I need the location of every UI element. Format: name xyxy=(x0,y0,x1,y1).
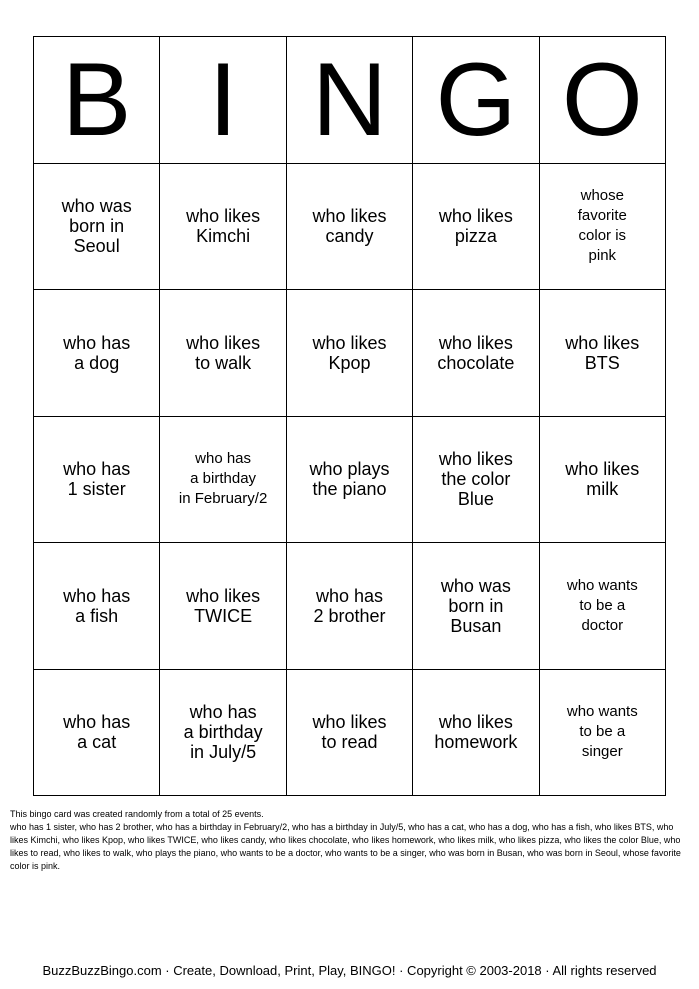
bingo-cell xyxy=(540,670,666,797)
header-letter-o xyxy=(540,37,666,164)
cell-text: who likes TWICE xyxy=(186,585,261,626)
bingo-cell xyxy=(287,164,413,291)
cell-text: who likes to read xyxy=(312,712,387,753)
info-events-list: who has 1 sister, who has 2 brother, who has a birthday in February/2, who has a birthday in July/5, who has a cat, who has a dog, who has a fish, who likes BTS, who likes Kimchi, who likes Kpop, who likes TWICE, who likes candy, who likes chocolate, who likes homework, who likes milk, who likes pizza, who likes the color Blue, who likes to read, who likes to walk, who plays the piano, who wants to be a doctor, who wants to be a singer, who was born in Busan, who was born in Seoul, whose favorite color is pink. xyxy=(10,822,681,871)
bingo-cell xyxy=(540,290,666,417)
bingo-card xyxy=(33,36,666,796)
bingo-cell xyxy=(287,543,413,670)
header-letter: B xyxy=(62,41,132,158)
header-letter-g xyxy=(413,37,539,164)
cell-text: who likes to walk xyxy=(186,332,261,373)
bingo-cell xyxy=(540,164,666,291)
cell-text: who has a birthday in July/5 xyxy=(183,702,263,763)
footer-copyright: BuzzBuzzBingo.com · Create, Download, Print, Play, BINGO! · Copyright © 2003-2018 · All rights reserved xyxy=(42,963,657,978)
bingo-cell xyxy=(34,417,160,544)
bingo-cell xyxy=(287,290,413,417)
cell-text: who likes chocolate xyxy=(437,332,515,373)
bingo-cell xyxy=(540,543,666,670)
cell-text: who likes pizza xyxy=(438,206,513,247)
bingo-cell xyxy=(287,417,413,544)
bingo-cell xyxy=(160,417,286,544)
cell-text: who has a cat xyxy=(63,712,131,753)
bingo-cell xyxy=(413,290,539,417)
info-intro: This bingo card was created randomly from a total of 25 events. xyxy=(10,809,264,819)
cell-text: who likes Kimchi xyxy=(186,206,261,247)
cell-text: who likes Kpop xyxy=(312,332,387,373)
cell-text: who wants to be a doctor xyxy=(566,576,638,634)
bingo-cell xyxy=(34,670,160,797)
bingo-cell xyxy=(160,290,286,417)
bingo-cell xyxy=(34,543,160,670)
header-letter: G xyxy=(435,41,517,158)
cell-text: who has a dog xyxy=(63,332,131,373)
bingo-cell xyxy=(540,417,666,544)
cell-text: who likes homework xyxy=(434,712,518,753)
bingo-cell xyxy=(34,290,160,417)
cell-text: whose favorite color is pink xyxy=(577,187,627,265)
card-info xyxy=(10,808,690,873)
cell-text: who likes milk xyxy=(565,459,640,500)
header-letter: N xyxy=(311,41,388,158)
bingo-cell xyxy=(160,670,286,797)
cell-text: who was born in Seoul xyxy=(61,196,132,257)
bingo-cell xyxy=(160,543,286,670)
header-letter-i xyxy=(160,37,286,164)
cell-text: who has 2 brother xyxy=(313,585,386,626)
cell-text: who was born in Busan xyxy=(440,575,511,636)
bingo-cell xyxy=(413,670,539,797)
bingo-cell xyxy=(413,417,539,544)
cell-text: who has a birthday in February/2 xyxy=(178,450,268,508)
cell-text: who has 1 sister xyxy=(63,459,131,500)
bingo-cell xyxy=(34,164,160,291)
cell-text: who likes BTS xyxy=(565,332,640,373)
cell-text: who has a fish xyxy=(63,585,131,626)
bingo-cell xyxy=(287,670,413,797)
bingo-cell xyxy=(160,164,286,291)
cell-text: who likes candy xyxy=(312,206,387,247)
cell-text: who likes the color Blue xyxy=(438,449,513,510)
bingo-cell xyxy=(413,543,539,670)
header-letter: I xyxy=(208,41,238,158)
bingo-cell xyxy=(413,164,539,291)
cell-text: who plays the piano xyxy=(309,459,390,500)
cell-text: who wants to be a singer xyxy=(566,703,638,761)
header-letter-n xyxy=(287,37,413,164)
header-letter-b xyxy=(34,37,160,164)
header-letter: O xyxy=(561,41,643,158)
